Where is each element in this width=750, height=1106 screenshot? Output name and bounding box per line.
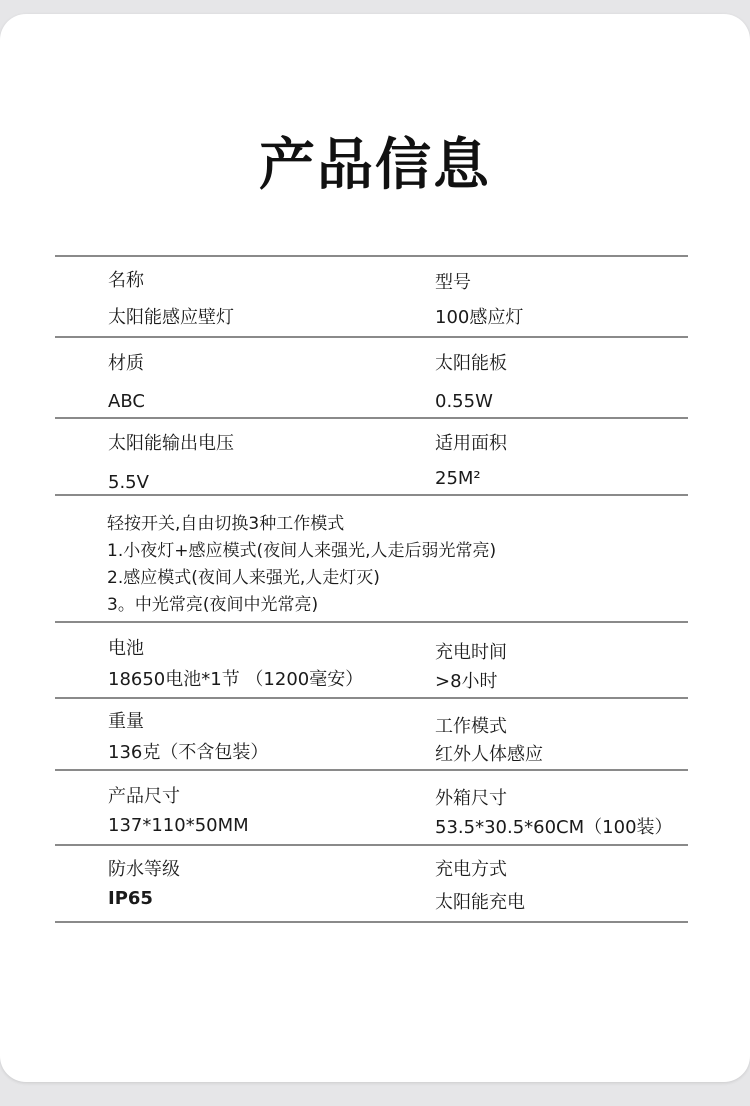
charge-time-value: >8小时 — [435, 671, 498, 692]
charge-method-label: 充电方式 — [435, 859, 507, 880]
waterproof-label: 防水等级 — [108, 859, 180, 880]
solar-panel-value: 0.55W — [435, 391, 493, 412]
model-label: 型号 — [435, 272, 471, 293]
name-value: 太阳能感应壁灯 — [108, 307, 234, 328]
modes-intro: 轻按开关,自由切换3种工作模式 — [107, 514, 345, 534]
divider — [55, 697, 688, 699]
weight-label: 重量 — [108, 711, 144, 732]
divider — [55, 336, 688, 338]
carton-size-label: 外箱尺寸 — [435, 788, 507, 809]
solar-panel-label: 太阳能板 — [435, 353, 507, 374]
mode-item: 2.感应模式(夜间人来强光,人走灯灭) — [107, 568, 380, 588]
coverage-area-label: 适用面积 — [435, 433, 507, 454]
product-size-value: 137*110*50MM — [108, 815, 249, 836]
battery-value: 18650电池*1节 （1200毫安） — [108, 669, 364, 690]
page-title: 产品信息 — [259, 133, 491, 198]
name-label: 名称 — [108, 270, 144, 291]
material-label: 材质 — [108, 353, 144, 374]
product-info-card — [0, 14, 750, 1082]
product-size-label: 产品尺寸 — [108, 786, 180, 807]
waterproof-value: IP65 — [108, 888, 153, 909]
divider — [55, 255, 688, 257]
charge-method-value: 太阳能充电 — [435, 892, 525, 913]
material-value: ABC — [108, 391, 145, 412]
divider — [55, 621, 688, 623]
divider — [55, 844, 688, 846]
coverage-area-value: 25M² — [435, 468, 481, 489]
work-mode-label: 工作模式 — [435, 716, 507, 737]
divider — [55, 494, 688, 496]
output-voltage-label: 太阳能输出电压 — [108, 433, 234, 454]
weight-value: 136克（不含包装） — [108, 742, 269, 763]
work-mode-value: 红外人体感应 — [435, 744, 543, 765]
divider — [55, 769, 688, 771]
mode-item: 1.小夜灯+感应模式(夜间人来强光,人走后弱光常亮) — [107, 541, 497, 561]
charge-time-label: 充电时间 — [435, 642, 507, 663]
model-value: 100感应灯 — [435, 307, 524, 328]
divider — [55, 417, 688, 419]
carton-size-value: 53.5*30.5*60CM（100装） — [435, 817, 673, 838]
output-voltage-value: 5.5V — [108, 472, 149, 493]
battery-label: 电池 — [108, 638, 144, 659]
mode-item: 3。中光常亮(夜间中光常亮) — [107, 595, 319, 615]
divider — [55, 921, 688, 923]
